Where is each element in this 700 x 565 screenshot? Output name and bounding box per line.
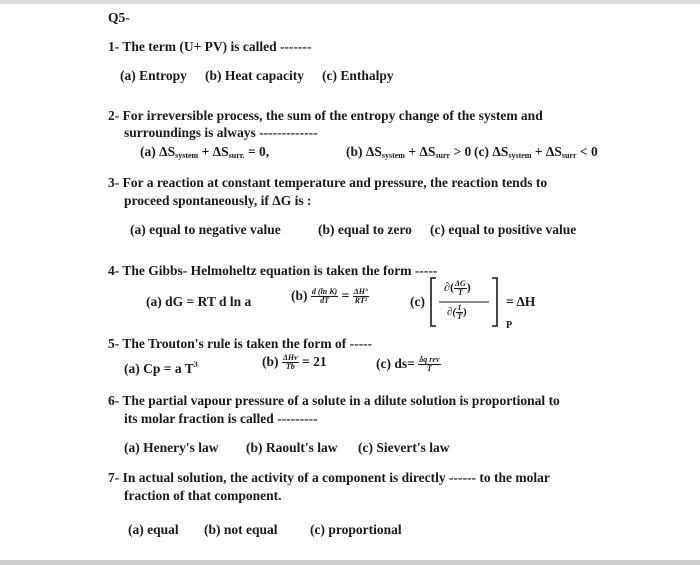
q2-option-a-label: (a) (140, 144, 156, 159)
q4-option-c-label: (c) (410, 294, 425, 309)
question-set-title: Q5- (108, 10, 130, 25)
q6-question-line1: 6- The partial vapour pressure of a solute in a dilute solution is proportional to (108, 393, 560, 408)
q2-option-a: (a) $\Delta S_{system} + \Delta S_{surr.} = 0$, (140, 144, 270, 160)
q2-option-c-label: (c) (474, 144, 489, 159)
q4-option-c-rhs: = ΔH (506, 294, 536, 309)
q5-option-c: (c) ds= $\frac{\text{δq rev}}{T}$ (376, 355, 440, 374)
q2-option-b: (b) $\Delta S_{system} + \Delta S_{surr} > 0$ (346, 144, 472, 160)
q1-option-b: (b) Heat capacity (205, 68, 304, 83)
q2-question-line2: surroundings is always ------------- (124, 125, 318, 140)
q6-option-a: (a) Henery's law (124, 440, 219, 455)
q3-question-line2: proceed spontaneously, if ΔG is : (124, 193, 312, 208)
q2-option-c: (c) $\Delta S_{system} + \Delta S_{surr} < 0$ (474, 144, 598, 160)
top-border (0, 0, 700, 4)
q7-option-a: (a) equal (128, 522, 179, 537)
q6-option-c: (c) Sievert's law (358, 440, 450, 455)
q5-option-b: (b) $\frac{\text{ΔHv}}{Tb}$ = 21 (262, 353, 327, 372)
q1-option-a: (a) Entropy (120, 68, 187, 83)
q6-option-b: (b) Raoult's law (246, 440, 338, 455)
q4-option-c-denominator: ∂( $\frac{1}{T}$ ) (447, 303, 467, 321)
q7-question-line1: 7- In actual solution, the activity of a component is directly ------ to the molar (108, 470, 550, 485)
bottom-border (0, 560, 700, 565)
q4-option-b-fraction-right: $\frac{\Delta H^\circ}{\text{RT²}}$ (353, 287, 369, 306)
q4-question: 4- The Gibbs- Helmoheltz equation is taken the form ----- (108, 263, 438, 278)
q4-option-a: (a) dG = RT d ln a (146, 294, 252, 309)
q7-option-b: (b) not equal (204, 522, 278, 537)
q5-question: 5- The Trouton's rule is taken the form of ----- (108, 336, 373, 351)
q1-question: 1- The term (U+ PV) is called ------- (108, 39, 312, 54)
q5-option-b-label: (b) (262, 354, 279, 369)
q3-option-c: (c) equal to positive value (430, 222, 577, 237)
q4-option-b-fraction-left: $\frac{\text{d (ln K)}}{dT}$ (311, 287, 338, 306)
q3-question-line1: 3- For a reaction at constant temperature and pressure, the reaction tends to (108, 175, 548, 190)
q4-option-c-numerator: ∂( $\frac{\Delta G}{T}$ ) (444, 278, 471, 297)
q3-option-a: (a) equal to negative value (130, 222, 281, 237)
q4-option-c-subscript: P (506, 320, 513, 331)
q4-option-b: (b) $\frac{\text{d (ln K)}}{dT}$ = $\frac{\Delta H^\circ}{\text{RT²}}$ (291, 287, 369, 306)
q7-question-line2: fraction of that component. (124, 488, 282, 503)
q6-question-line2: its molar fraction is called --------- (124, 411, 318, 426)
q2-question-line1: 2- For irreversible process, the sum of the entropy change of the system and (108, 108, 543, 123)
q7-option-c: (c) proportional (310, 522, 402, 537)
q5-option-a: (a) Cp = a $T^3$ (124, 360, 198, 376)
q3-option-b: (b) equal to zero (318, 222, 412, 237)
q4-option-b-label: (b) (291, 288, 308, 303)
q2-option-b-label: (b) (346, 144, 363, 159)
q1-option-c: (c) Enthalpy (322, 68, 394, 83)
